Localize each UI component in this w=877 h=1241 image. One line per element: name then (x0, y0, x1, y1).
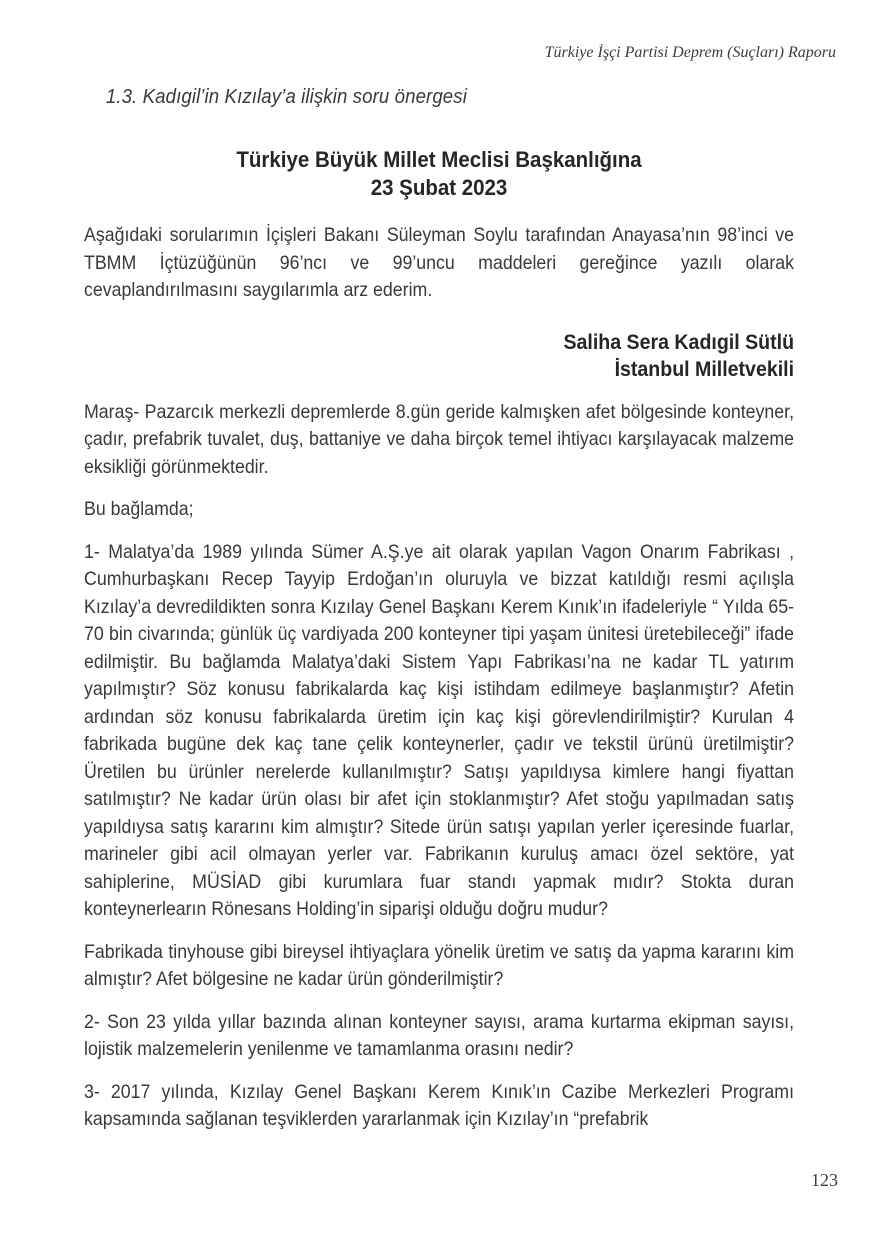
intro-paragraph: Aşağıdaki sorularımın İçişleri Bakanı Süleyman Soylu tarafından Anayasa’nın 98’inci ve TBMM İçtüzüğünün 96’ncı ve 99’uncu maddeleri gereğince yazılı olarak cevaplandırılmasını saygılarımla arz ederim. (84, 224, 795, 301)
running-header-title: Türkiye İşçi Partisi Deprem (Suçları) Raporu (544, 44, 836, 61)
signature-block (84, 329, 794, 384)
signature-title: İstanbul Milletvekili (614, 357, 795, 381)
signature-name: Saliha Sera Kadıgil Sütlü (563, 329, 795, 354)
page-number: 123 (811, 1170, 838, 1190)
paragraph-question-2: 2- Son 23 yılda yıllar bazında alınan konteyner sayısı, arama kurtarma ekipman sayısı, lojistik malzemelerin yenilenme ve tamamlanma orasını nedir? (84, 1010, 795, 1060)
paragraph-question-1: 1- Malatya’da 1989 yılında Sümer A.Ş.ye ait olarak yapılan Vagon Onarım Fabrikası , Cumhurbaşkanı Recep Tayyip Erdoğan’ın oluruyla ve bizzat katıldığı resmi açılışla Kızılay’a devredildikten sonra Kızılay Genel Başkanı Kerem Kınık’ın ifadeleriyle “ Yılda 65-70 bin civarında; günlük üç vardiyada 200 konteyner tipi yaşam ünitesi üretebileceği” ifade edilmiştir. Bu bağlamda Malatya’daki Sistem Yapı Fabrikası’na ne kadar TL yatırım yapılmıştır? Söz konusu fabrikalarda kaç kişi istihdam edilmeye başlanmıştır? Afetin ardından söz konusu fabrikalarda üretim için kaç kişi görevlendirilmiştir? Kurulan 4 fabrikada bugüne dek kaç tane çelik konteynerler, çadır ve tekstil ürünü üretilmiştir? Üretilen bu ürünler nerelerde kullanılmıştır? Satışı yapıldıysa kimlere hangi fiyattan satılmıştır? Ne kadar ürün olası bir afet için stoklanmıştır? Afet stoğu yapılmadan satış yapıldıysa satış kararını kim almıştır? Sitede ürün satışı yapılan yerler içeresinde fuarlar, marineler gibi acil olmayan yerler var. Fabrikanın kuruluş amacı özel sektöre, yat sahiplerine, MÜSİAD gibi kurumlara fuar standı yapmak mıdır? Stokta duran konteynerlearın Rönesans Holding’in siparişi olduğu doğru mudur? (84, 540, 795, 920)
paragraph-context: Maraş- Pazarcık merkezli depremlerde 8.gün geride kalmışken afet bölgesinde konteyner, çadır, prefabrik tuvalet, duş, battaniye ve daha birçok temel ihtiyacı karşılayacak malzeme eksikliği görünmektedir. (84, 400, 795, 478)
paragraph-lead-in: Bu bağlamda; (84, 498, 194, 520)
address-heading (84, 146, 794, 202)
address-heading-date: 23 Şubat 2023 (370, 175, 508, 200)
paragraph-question-3: 3- 2017 yılında, Kızılay Genel Başkanı Kerem Kınık’ın Cazibe Merkezleri Programı kapsamında sağlanan teşviklerden yararlanmak için Kızılay’ın “prefabrik (84, 1080, 795, 1130)
paragraph-question-1-followup: Fabrikada tinyhouse gibi bireysel ihtiyaçlara yönelik üretim ve satış da yapma kararını kim almıştır? Afet bölgesine ne kadar ürün gönderilmiştir? (84, 940, 795, 990)
address-heading-line1: Türkiye Büyük Millet Meclisi Başkanlığına (236, 147, 642, 172)
document-content (84, 84, 794, 1134)
section-heading: 1.3. Kadıgil’in Kızılay’a ilişkin soru önergesi (105, 85, 467, 108)
